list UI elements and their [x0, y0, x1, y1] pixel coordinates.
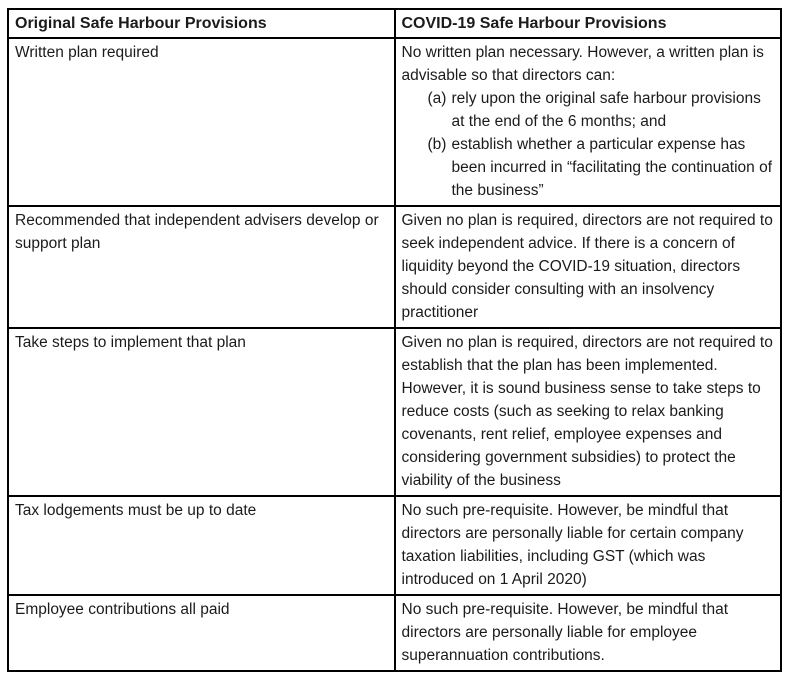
safe-harbour-comparison-table [7, 8, 782, 672]
table-row-employee-contributions [8, 595, 781, 671]
original-provision-cell: Employee contributions all paid [8, 595, 395, 671]
original-provision-cell: Written plan required [8, 38, 395, 206]
table-header-row [8, 9, 781, 38]
covid-provision-cell: Given no plan is required, directors are not required to establish that the plan has been implemented. However, it is sound business sense to take steps to reduce costs (such as seeking to relax banking covenants, rent relief, employee expenses and considering government subsidies) to protect the viability of the business [395, 328, 782, 496]
table-row-implement-plan [8, 328, 781, 496]
covid-provision-cell [395, 38, 782, 206]
list-item-b-text: establish whether a particular expense has been incurred in “facilitating the continuation of the business” [451, 136, 773, 199]
table-row-independent-advisers [8, 206, 781, 328]
table-row-tax-lodgements [8, 496, 781, 595]
original-provision-cell: Tax lodgements must be up to date [8, 496, 395, 595]
column-header-original: Original Safe Harbour Provisions [8, 9, 395, 38]
covid-provision-cell: No such pre-requisite. However, be mindful that directors are personally liable for employee superannuation contributions. [395, 595, 782, 671]
original-provision-cell: Take steps to implement that plan [8, 328, 395, 496]
list-marker-a: (a) [427, 90, 447, 107]
table-row-written-plan [8, 38, 781, 206]
covid-intro-text: No written plan necessary. However, a written plan is advisable so that directors can: [401, 44, 764, 84]
list-marker-b: (b) [427, 136, 447, 153]
covid-provision-cell: Given no plan is required, directors are not required to seek independent advice. If there is a concern of liquidity beyond the COVID-19 situation, directors should consider consulting with an insolvency practitioner [395, 206, 782, 328]
list-item-a [402, 87, 775, 133]
original-provision-cell: Recommended that independent advisers develop or support plan [8, 206, 395, 328]
list-item-a-text: rely upon the original safe harbour provisions at the end of the 6 months; and [451, 90, 761, 130]
column-header-covid: COVID-19 Safe Harbour Provisions [395, 9, 782, 38]
list-item-b [402, 133, 775, 202]
covid-provision-cell: No such pre-requisite. However, be mindful that directors are personally liable for certain company taxation liabilities, including GST (which was introduced on 1 April 2020) [395, 496, 782, 595]
